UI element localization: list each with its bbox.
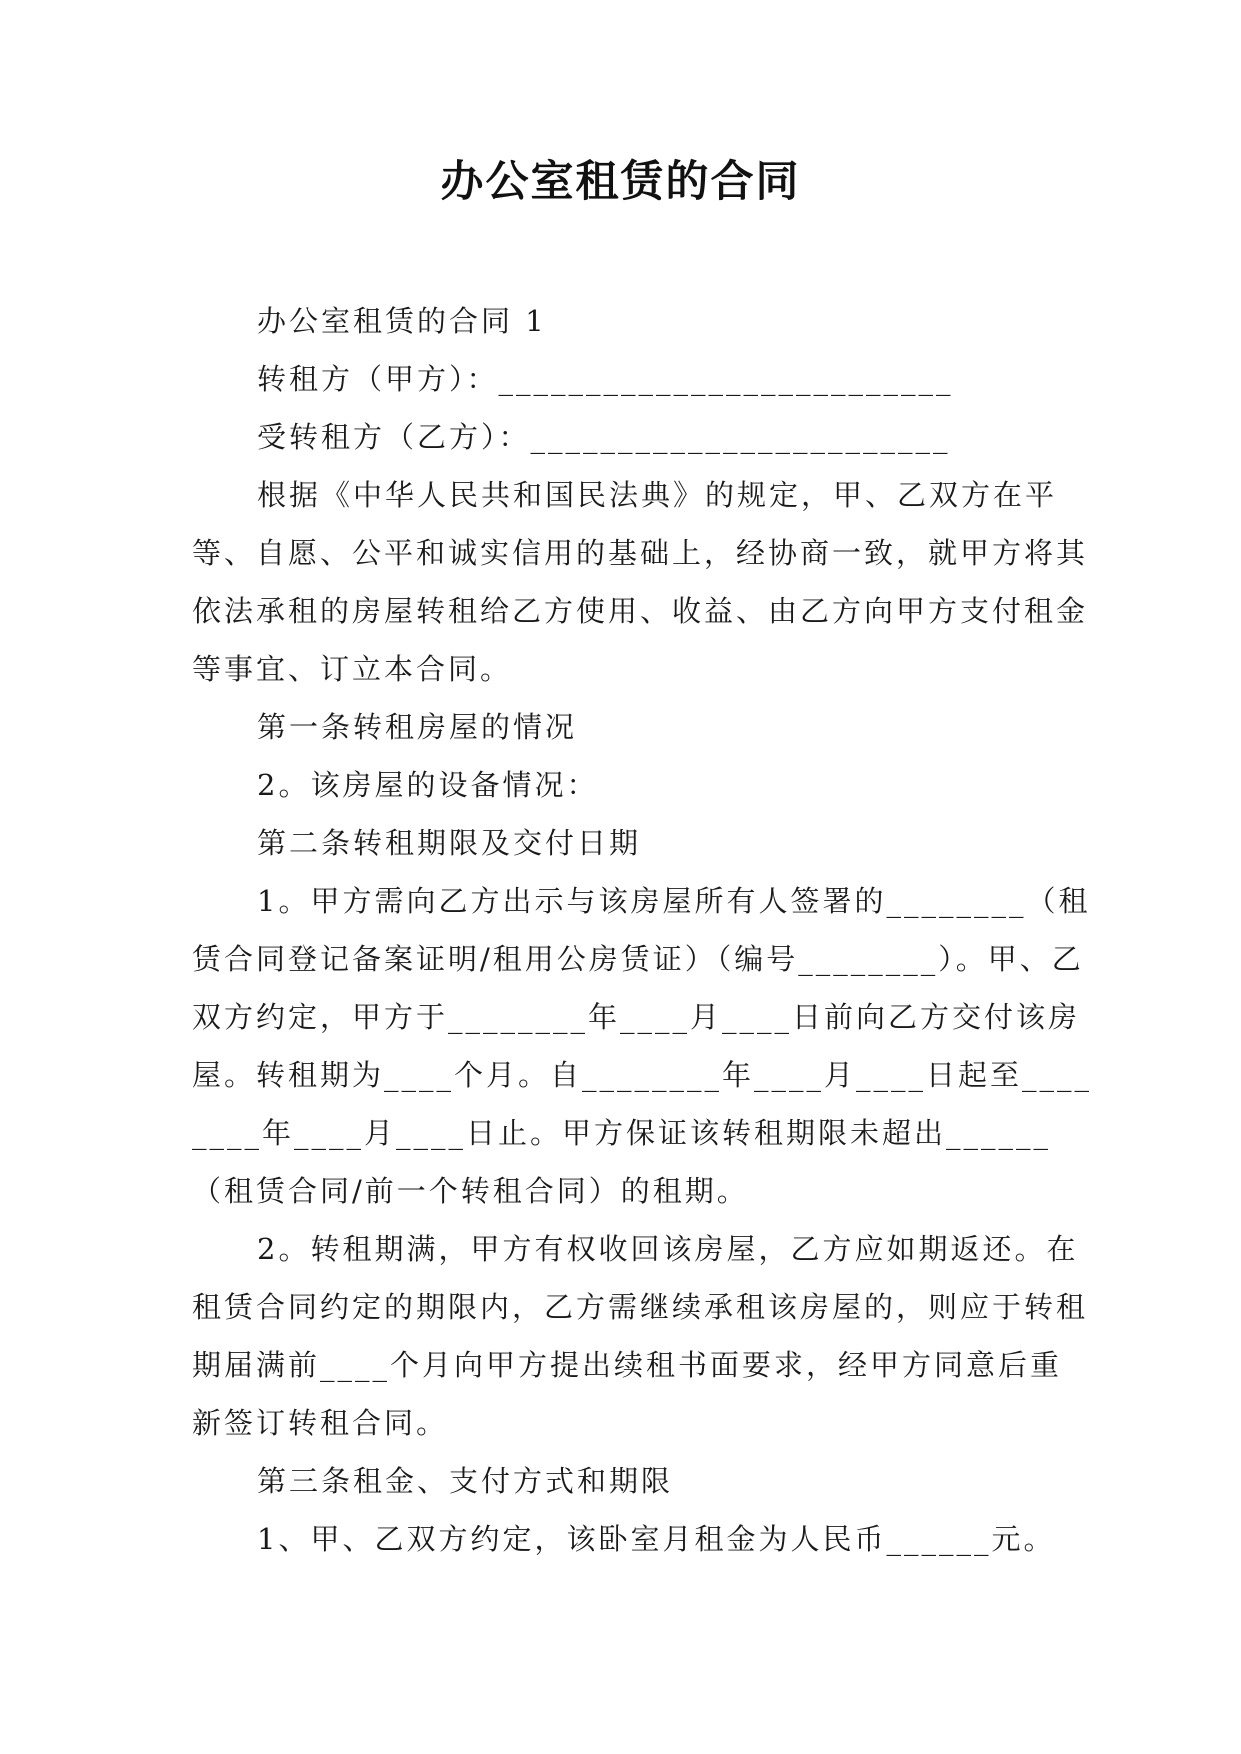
paragraph-article-2: 第二条转租期限及交付日期: [257, 826, 642, 860]
paragraph-article-2-item-1: 1。甲方需向乙方出示与该房屋所有人签署的________（租赁合同登记备案证明/租用公房赁证）（编号________）。甲、乙双方约定，甲方于________年____月____日前向乙方交付该房屋。转租期为____个月。自________年____月____日起至________年____月____日止。甲方保证该转租期限未超出______（租赁合同/前一个转租合同）的租期。: [192, 884, 1093, 1208]
paragraph-party-b: 受转租方（乙方）：________________________: [257, 420, 951, 454]
paragraph-party-a: 转租方（甲方）：__________________________: [257, 362, 954, 396]
paragraph-article-2-item-2: 2。转租期满，甲方有权收回该房屋，乙方应如期返还。在租赁合同约定的期限内，乙方需继续承租该房屋的，则应于转租期届满前____个月向甲方提出续租书面要求，经甲方同意后重新签订转租合同。: [192, 1232, 1089, 1440]
paragraph-heading: 办公室租赁的合同 1: [257, 304, 547, 338]
paragraph-article-3-item-1: 1、甲、乙双方约定，该卧室月租金为人民币______元。: [257, 1522, 1056, 1556]
paragraph-preamble: 根据《中华人民共和国民法典》的规定，甲、乙双方在平等、自愿、公平和诚实信用的基础上，经协商一致，就甲方将其依法承租的房屋转租给乙方使用、收益、由乙方向甲方支付租金等事宜、订立本合同。: [192, 478, 1089, 686]
document-body: [192, 292, 1092, 1568]
paragraph-article-1: 第一条转租房屋的情况: [257, 710, 578, 744]
document-title: 办公室租赁的合同: [440, 157, 801, 207]
paragraph-article-3: 第三条租金、支付方式和期限: [257, 1464, 674, 1498]
paragraph-article-1-item-2: 2。该房屋的设备情况：: [257, 768, 599, 802]
